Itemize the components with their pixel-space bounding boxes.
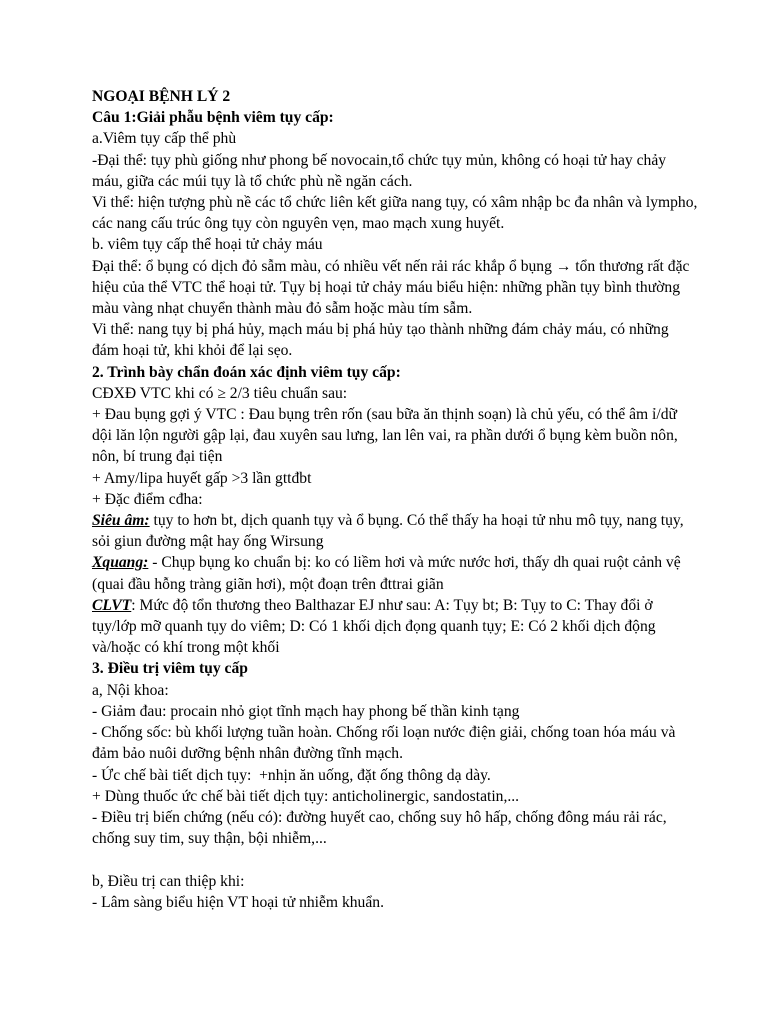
q2-criterion-1: + Đau bụng gợi ý VTC : Đau bụng trên rốn (sau bữa ăn thịnh soạn) là chủ yếu, có thể âm ỉ/dữ dội lăn lộn người gập lại, đau xuyên sau lưng, lan lên vai, ra phần dưới ổ bụng kèm buồn nôn, nôn, bí trung đại tiện (92, 406, 682, 466)
q3-a-item-5: - Điều trị biến chứng (nếu có): đường huyết cao, chống suy hô hấp, chống đông máu rải rác, chống suy tim, suy thận, bội nhiễm,... (92, 808, 671, 848)
q1-b-dai-the-part2: tổn thương rất đặc hiệu của thể VTC thể hoại tử. Tụy bị hoại tử chảy máu biểu hiện: những phần tụy bình thường màu vàng nhạt chuyển thành màu đỏ sẫm hoặc màu tím sẫm. (92, 257, 694, 318)
q3-a-item-1: - Giảm đau: procain nhỏ giọt tĩnh mạch hay phong bế thần kinh tạng (92, 702, 520, 720)
sieu-am-text: tụy to hơn bt, dịch quanh tụy và ổ bụng. Có thể thấy ha hoại tử nhu mô tụy, nang tụy, sỏi giun đường mật hay ống Wirsung (92, 512, 688, 551)
q3-b-item-1: - Lâm sàng biểu hiện VT hoại tử nhiễm khuẩn. (92, 893, 384, 911)
q2-intro: CĐXĐ VTC khi có ≥ 2/3 tiêu chuẩn sau: (92, 384, 348, 402)
clvt-text: : Mức độ tổn thương theo Balthazar EJ như sau: A: Tụy bt; B: Tụy to C: Thay đổi ở tụy/lớp mỡ quanh tụy do viêm; D: Có 1 khối dịch đọng quanh tụy; E: Có 2 khối dịch động và/hoặc có khí trong một khối (92, 596, 660, 657)
right-arrow-icon: → (555, 257, 572, 275)
q3-b-label: b, Điều trị can thiệp khi: (92, 872, 245, 890)
q1-b-dai-the (92, 256, 698, 320)
q1-b-dai-the-part1: Đại thể: ổ bụng có dịch đỏ sẫm màu, có nhiều vết nến rải rác khắp ổ bụng (92, 257, 556, 275)
q1-b-vi-the: Vi thể: nang tụy bị phá hủy, mạch máu bị phá hủy tạo thành những đám chảy máu, có những đám hoại tử, khi khỏi để lại sẹo. (92, 321, 673, 360)
q1-a-label: a.Viêm tụy cấp thể phù (92, 130, 237, 148)
q1-b-label: b. viêm tụy cấp thể hoại tử chảy máu (92, 236, 323, 254)
blank-line (92, 849, 698, 870)
q2-heading: 2. Trình bày chẩn đoán xác định viêm tụy cấp: (92, 363, 401, 381)
xquang-label: Xquang: (92, 554, 149, 572)
q3-heading: 3. Điều trị viêm tụy cấp (92, 660, 248, 678)
q2-sieu-am (92, 510, 698, 552)
q3-a-item-4: + Dùng thuốc ức chế bài tiết dịch tụy: anticholinergic, sandostatin,... (92, 787, 520, 805)
clvt-label: CLVT (92, 596, 132, 614)
q1-heading: Câu 1:Giải phẫu bệnh viêm tụy cấp: (92, 109, 334, 127)
q3-a-item-2: - Chống sốc: bù khối lượng tuần hoàn. Chống rối loạn nước điện giải, chống toan hóa máu và đảm bảo nuôi dưỡng bệnh nhân đường tĩnh mạch. (92, 724, 680, 763)
q2-criterion-3: + Đặc điểm cđha: (92, 490, 203, 508)
q2-xquang (92, 552, 698, 594)
q3-a-item-3: - Ức chế bài tiết dịch tụy: +nhịn ăn uống, đặt ống thông dạ dày. (92, 766, 491, 784)
q1-a-vi-the: Vi thể: hiện tượng phù nề các tổ chức liên kết giữa nang tụy, có xâm nhập bc đa nhân và lympho, các nang cấu trúc ông tụy còn nguyên vẹn, mao mạch xung huyết. (92, 194, 702, 233)
document-title: NGOẠI BỆNH LÝ 2 (92, 88, 231, 105)
q2-clvt (92, 595, 698, 659)
xquang-text: - Chụp bụng ko chuẩn bị: ko có liềm hơi và mức nước hơi, thấy dh quai ruột cảnh vệ (quai đầu hỗng tràng giãn hơi), một đoạn trên đttrai giãn (92, 554, 685, 593)
sieu-am-label: Siêu âm: (92, 512, 150, 530)
q3-a-label: a, Nội khoa: (92, 681, 169, 699)
q1-a-dai-the: -Đại thể: tụy phù giống như phong bế novocain,tổ chức tụy mủn, không có hoại tử hay chảy máu, giữa các múi tụy là tổ chức phù nề ngăn cách. (92, 151, 670, 190)
q2-criterion-2: + Amy/lipa huyết gấp >3 lần gttđbt (92, 469, 312, 487)
